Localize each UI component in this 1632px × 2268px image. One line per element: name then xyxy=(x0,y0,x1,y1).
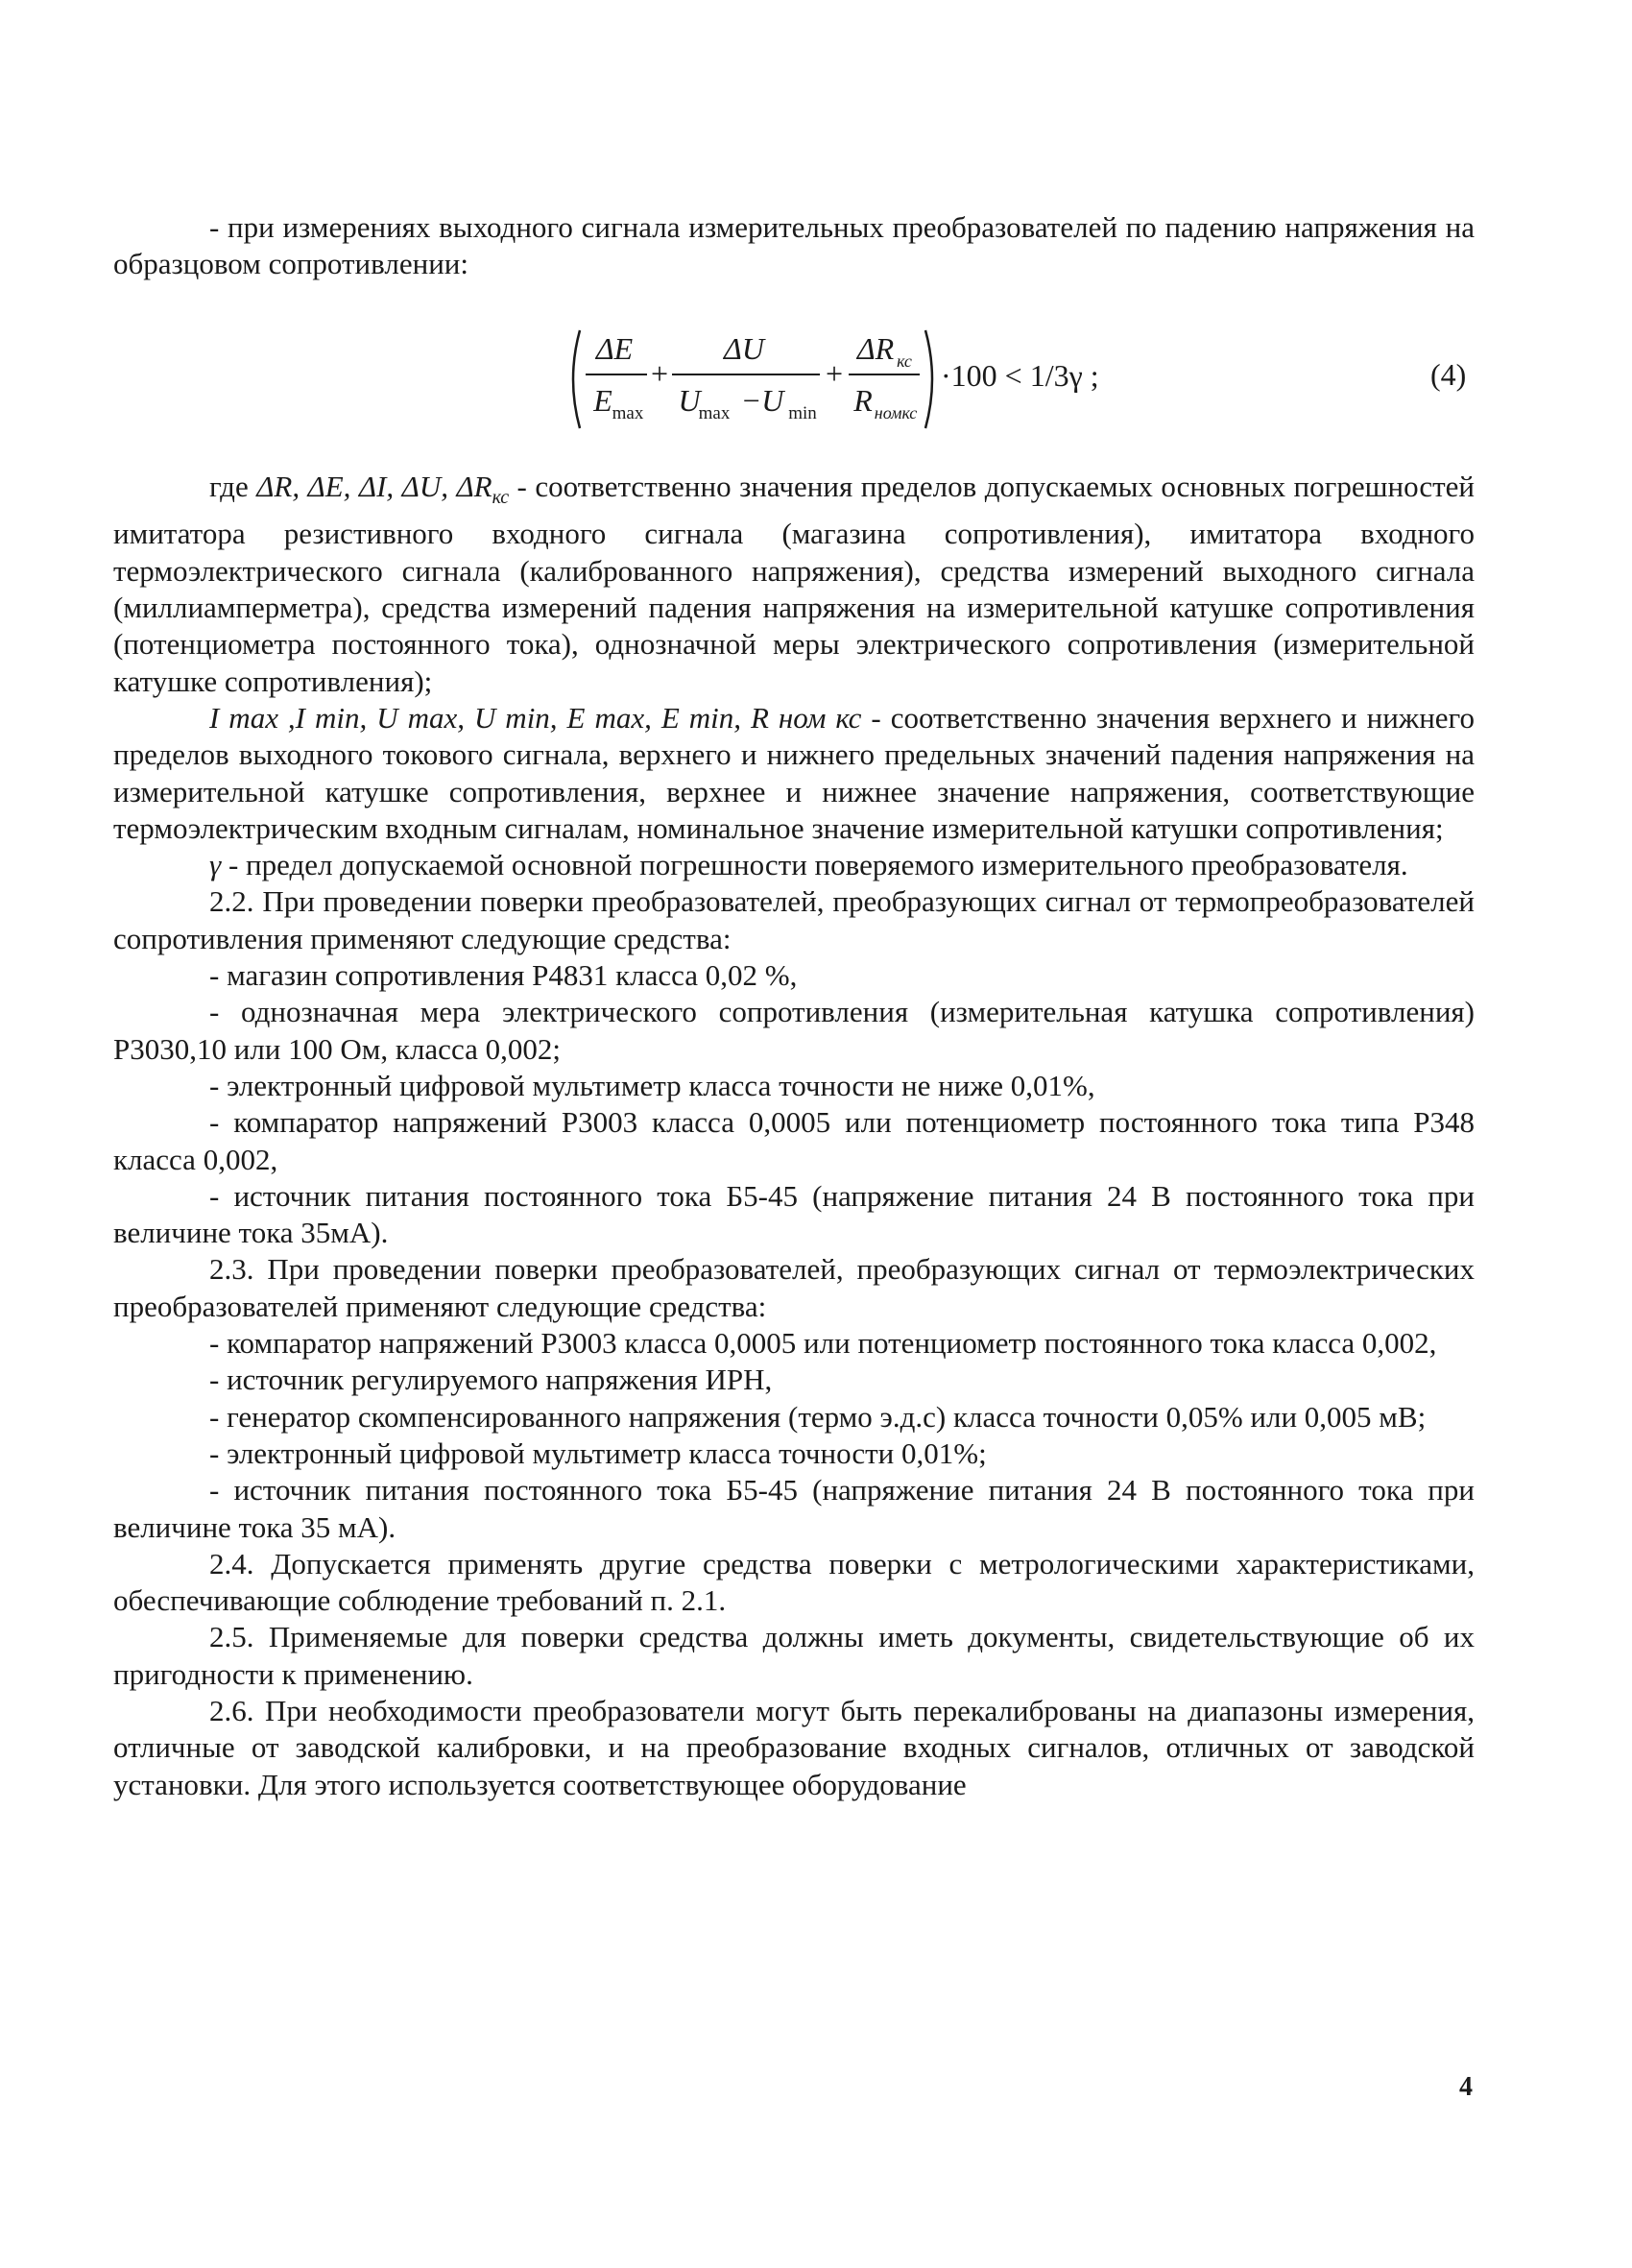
gamma-paragraph xyxy=(113,847,1475,883)
term1-numerator: ΔE xyxy=(595,331,634,366)
formula-4 xyxy=(566,326,1430,432)
page-number: 4 xyxy=(1459,2072,1473,2102)
term3-denominator: R xyxy=(853,383,873,418)
where-prefix: где xyxy=(209,470,249,503)
list-item: - источник питания постоянного тока Б5-45 (напряжение питания 24 В постоянного тока при величине тока 35мА). xyxy=(113,1178,1475,1250)
section-2-2-title: 2.2. При проведении поверки преобразователей, преобразующих сигнал от термопреобразователей сопротивления применяют следующие средства: xyxy=(113,884,1475,955)
section-2-3-title: 2.3. При проведении поверки преобразователей, преобразующих сигнал от термоэлектрических преобразователей применяют следующие средства: xyxy=(113,1252,1475,1323)
list-item: - магазин сопротивления Р4831 класса 0,02 %, xyxy=(209,958,798,993)
term2-denominator-a-sub: max xyxy=(698,403,731,423)
term2-denominator-a: U xyxy=(678,383,701,418)
limits-text: - соответственно значения верхнего и нижнего пределов выходного токового сигнала, верхнего и нижнего предельных значений падения напряжения на измерительной катушке сопротивления, верхнее и нижнее значение напряжения, соответствующие термоэлектрическим входным сигналам, номинальное значение измерительной катушки сопротивления; xyxy=(113,700,1475,845)
gamma-symbol: γ xyxy=(209,848,222,882)
list-item: - генератор скомпенсированного напряжения (термо э.д.с) класса точности 0,05% или 0,005 мВ; xyxy=(209,1399,1427,1434)
term1-denominator: E xyxy=(593,383,612,418)
formula-tail: ·100 < 1/3γ ; xyxy=(941,358,1099,393)
term2-denominator-b: −U xyxy=(740,383,784,418)
body-block xyxy=(113,469,1475,1803)
right-paren xyxy=(925,330,932,428)
section-2-4: 2.4. Допускается применять другие средства поверки с метрологическими характеристиками, обеспечивающие соблюдение требований п. 2.1. xyxy=(113,1546,1475,1618)
where-symbols-sub: кс xyxy=(492,487,510,509)
list-item: - источник регулируемого напряжения ИРН, xyxy=(209,1363,773,1397)
term3-numerator: ΔR xyxy=(856,331,895,366)
list-item: - электронный цифровой мультиметр класса точности не ниже 0,01%, xyxy=(209,1068,1095,1102)
term1-denominator-sub: max xyxy=(612,403,644,423)
limits-symbols: I max ,I min, U max, U min, E max, E min, R ном кс xyxy=(209,700,862,735)
section-2-6: 2.6. При необходимости преобразователи могут быть перекалиброваны на диапазоны измерения, отличные от заводской калибровки, и на преобразование входных сигналов, отличных от заводской установки. Для этого используется соответствующее оборудование xyxy=(113,1693,1475,1801)
list-item: - источник питания постоянного тока Б5-45 (напряжение питания 24 В постоянного тока при величине тока 35 мА). xyxy=(113,1473,1475,1544)
where-symbols: ΔR, ΔE, ΔI, ΔU, ΔR xyxy=(256,470,492,503)
formula-svg xyxy=(566,326,1181,432)
list-item: - компаратор напряжений Р3003 класса 0,0005 или потенциометр постоянного тока класса 0,002, xyxy=(209,1326,1437,1361)
equation-number: (4) xyxy=(1430,357,1467,392)
list-item: - электронный цифровой мультиметр класса точности 0,01%; xyxy=(209,1436,987,1470)
list-item: - однозначная мера электрического сопротивления (измерительная катушка сопротивления) Р3030,10 или 100 Ом, класса 0,002; xyxy=(113,995,1475,1066)
term2-denominator-b-sub: min xyxy=(788,403,817,423)
term3-denominator-sub: номкс xyxy=(874,403,918,422)
list-item: - компаратор напряжений Р3003 класса 0,0005 или потенциометр постоянного тока типа Р348 класса 0,002, xyxy=(113,1105,1475,1176)
where-paragraph xyxy=(113,469,1475,700)
gamma-text: - предел допускаемой основной погрешности поверяемого измерительного преобразователя. xyxy=(221,848,1408,882)
left-paren xyxy=(573,330,580,428)
term2-numerator: ΔU xyxy=(724,331,764,366)
intro-paragraph: - при измерениях выходного сигнала измерительных преобразователей по падению напряжения на образцовом сопротивлении: xyxy=(113,210,1475,281)
section-2-5: 2.5. Применяемые для поверки средства должны иметь документы, свидетельствующие об их пригодности к применению. xyxy=(113,1620,1475,1691)
plus-sign-1: + xyxy=(650,356,669,391)
intro-block xyxy=(113,209,1475,283)
where-text: - соответственно значения пределов допускаемых основных погрешностей имитатора резистивного входного сигнала (магазина сопротивления), имитатора входного термоэлектрического сигнала (калиброванного напряжения), средства измерений выходного сигнала (миллиамперметра), средства измерений падения напряжения на измерительной катушке сопротивления (потенциометра постоянного тока), однозначной меры электрического сопротивления (измерительной катушке сопротивления); xyxy=(113,470,1476,698)
plus-sign-2: + xyxy=(825,356,844,391)
term3-numerator-sub: кс xyxy=(897,351,912,371)
limits-paragraph xyxy=(113,700,1475,847)
